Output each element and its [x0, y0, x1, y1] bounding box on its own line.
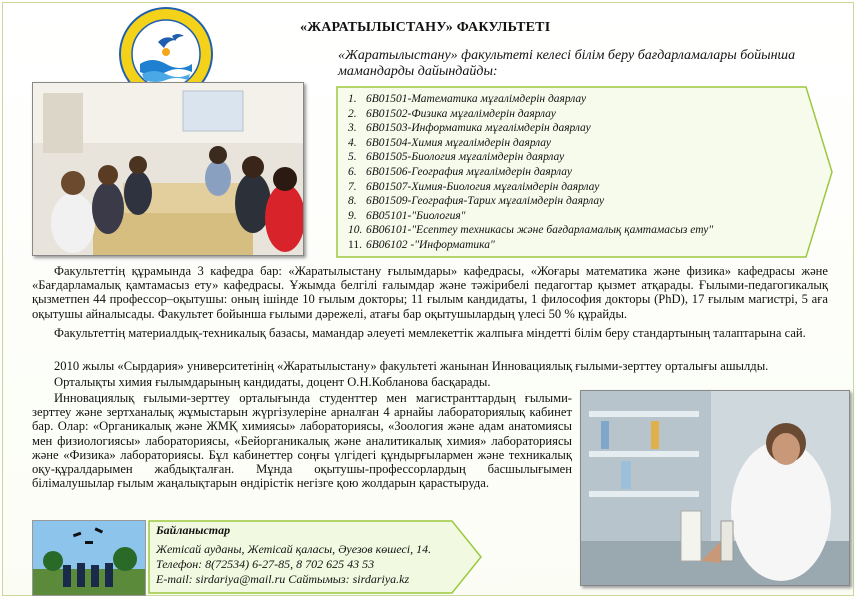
program-number: 4. — [348, 136, 357, 149]
paragraph-material-base: Факультеттің материалдық-техникалық базасы, мамандар әлеуеті мемлекеттік жалпыға міндетті білім беру стандартының талаптарына сай. — [54, 326, 806, 340]
laboratory-photo — [580, 390, 850, 586]
contacts-title: Байланыстар — [156, 523, 231, 537]
program-number: 7. — [348, 180, 357, 193]
intro-text: «Жаратылыстану» факультеті келесі білім беру бағдарламалары бойынша мамандарды дайындайды: — [338, 48, 796, 79]
contact-address: Жетісай ауданы, Жетісай қаласы, Әуезов көшесі, 14. — [156, 542, 432, 556]
page-title: «ЖАРАТЫЛЫСТАНУ» ФАКУЛЬТЕТІ — [300, 20, 551, 35]
contact-phone: Телефон: 8(72534) 6-27-85, 8 702 625 43 53 — [156, 557, 375, 571]
program-title: 6В01502-Физика мұғалімдерін даярлау — [366, 107, 556, 120]
program-title: 6В06102 -"Информатика" — [366, 238, 495, 251]
program-title: 6В01505-Биология мұғалімдерін даярлау — [366, 151, 565, 164]
program-number: 2. — [348, 107, 357, 120]
program-number: 3. — [348, 122, 357, 135]
program-item — [348, 194, 713, 209]
program-number: 11. — [348, 238, 362, 251]
program-number: 6. — [348, 165, 357, 178]
program-item — [348, 92, 713, 107]
program-item — [348, 180, 713, 195]
program-title: 6В01503-Информатика мұғалімдерін даярлау — [366, 122, 591, 135]
program-title: 6В01506-География мұғалімдерін даярлау — [366, 165, 572, 178]
faculty-meeting-photo — [32, 82, 304, 256]
contact-email[interactable]: E-mail: sirdariya@mail.ru Сайтымыз: sirdariya.kz — [156, 572, 410, 586]
program-title: 6В06101-"Есептеу техникасы және бағдарламалық қамтамасыз ету" — [366, 224, 714, 237]
program-number: 1. — [348, 93, 357, 105]
programs-list — [348, 92, 713, 253]
program-number: 8. — [348, 195, 357, 208]
program-item — [348, 136, 713, 151]
program-item — [348, 107, 713, 122]
paragraph-center-head: Орталықты химия ғылымдарының кандидаты, доцент О.Н.Кобланова басқарады. — [54, 375, 491, 389]
graduates-photo — [32, 520, 146, 596]
program-item — [348, 165, 713, 180]
program-number: 9. — [348, 209, 357, 222]
program-title: 6В01501-Математика мұғалімдерін даярлау — [366, 93, 587, 105]
program-title: 6В01509-География-Тарих мұғалімдерін даярлау — [366, 195, 605, 208]
paragraph-laboratories: Инновациялық ғылыми-зерттеу орталығында студенттер мен магистранттардың ғылыми-зерттеу және зертханалық жұмыстарын жүргізулеріне арналған 4 арнайы лабораториялық кабинет бар. Олар: «Органикалық және ЖМҚ химиясы» лабораториясы, «Зоология және адам анатомиясы мен физиологиясы» лабораториясы, «Бейорганикалық және аналитикалық химия» лабораториясы және «Физика» лабораториясы. Бұл кабинеттер соңғы үлгідегі құндырғылармен және техникалық оқу-құралдарымен жабдықталған. Мұнда оқытушы-профессорлардың басшылығымен білімалушылар ғылым жаңалықтарын өндірістік негізге қою жолдарын қарастыруда. — [32, 391, 572, 491]
programs-box — [336, 86, 833, 258]
program-item — [348, 238, 713, 253]
contacts-box — [148, 520, 482, 594]
program-item — [348, 209, 713, 224]
program-title: 6В01504-Химия мұғалімдерін даярлау — [366, 136, 551, 149]
program-title: 6В01507-Химия-Биология мұғалімдерін даярлау — [366, 180, 600, 193]
program-item — [348, 150, 713, 165]
paragraph-research-center: 2010 жылы «Сырдария» университетінің «Жаратылыстану» факультеті жанынан Инновациялық ғылыми-зерттеу орталығы ашылды. — [54, 359, 769, 373]
program-number: 10. — [348, 224, 363, 237]
program-title: 6В05101-"Биология" — [366, 209, 466, 222]
program-item — [348, 121, 713, 136]
program-item — [348, 223, 713, 238]
program-number: 5. — [348, 151, 357, 164]
paragraph-departments: Факультеттің құрамында 3 кафедра бар: «Жаратылыстану ғылымдары» кафедрасы, «Жоғары математика және физика» кафедрасы және «Бағдарламалық қамтамасыз ету» кафедрасы. Ұжымда белгілі ғалымдар және тәжірибелі педагогтар қызмет атқарады. Ғылыми-педагогикалық қызметпен 44 профессор–оқытушы: оның ішінде 10 ғылым докторы; 11 ғылым кандидаты, 1 философия докторы (PhD), 17 ғылым магистрі, 5 аға оқытушы айналысады. Факультет бойынша ғылыми дәрежелі, атағы бар оқытушылардың үлесі 50 % құрайды. — [32, 264, 828, 321]
